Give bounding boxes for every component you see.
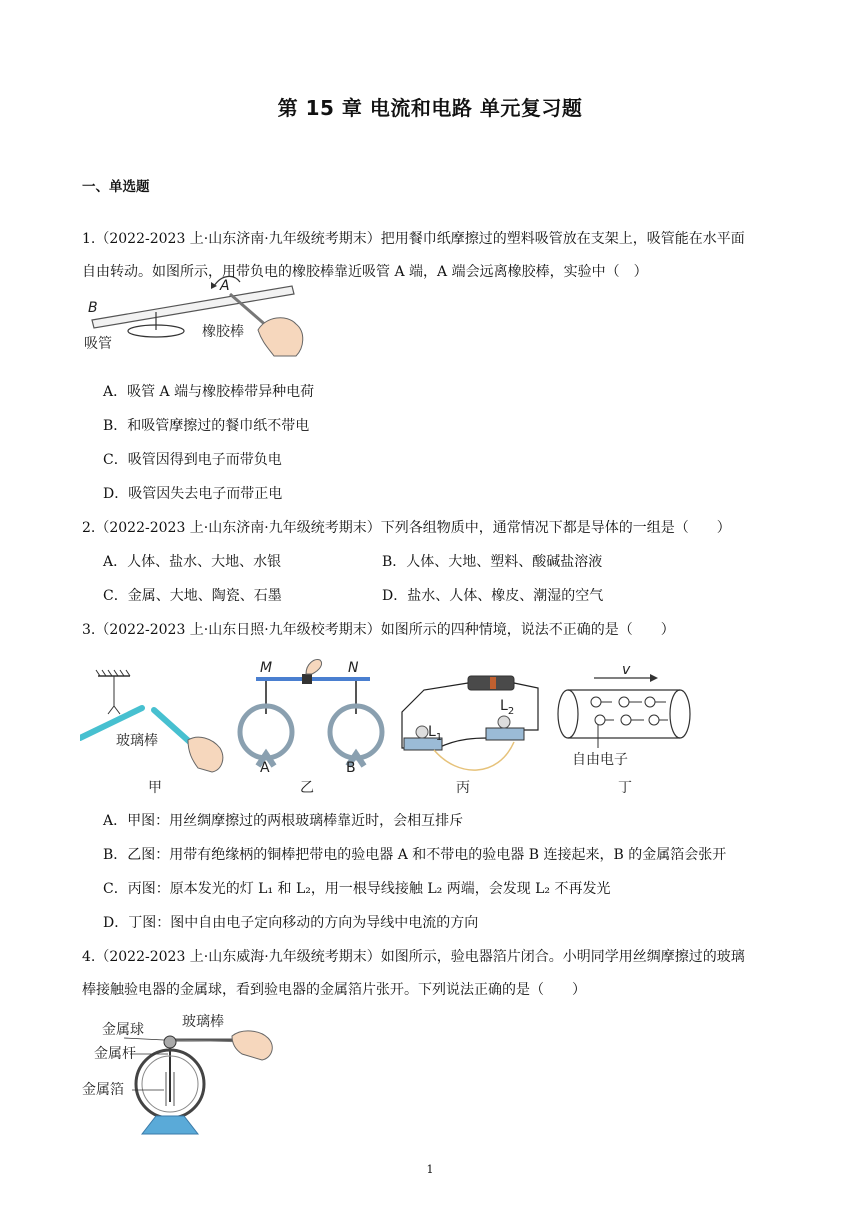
q3-label-l1: $L_1$ [428,724,443,743]
q1-label-tube: 吸管 [84,336,112,352]
page-number: 1 [426,1163,434,1176]
q3-label-v: v [622,664,631,678]
question-1-option-c: C．吸管因得到电子而带负电 [103,452,282,468]
q3-label-glass: 玻璃棒 [116,733,158,749]
question-2-option-c: C．金属、大地、陶瓷、石墨 [103,588,282,604]
q1-label-a: A [220,278,230,294]
q3-label-yi: 乙 [300,780,314,796]
question-4-line-1: 4.（2022-2023 上·山东威海·九年级统考期末）如图所示，验电器箔片闭合。小明同学用丝绸摩擦过的玻璃 [82,949,745,965]
question-1-figure [82,268,322,360]
question-3-option-a: A．甲图：用丝绸摩擦过的两根玻璃棒靠近时，会相互排斥 [103,813,464,829]
question-4-line-2: 棒接触验电器的金属球，看到验电器的金属箔片张开。下列说法正确的是（ ） [82,982,586,998]
question-3-figure-bing [398,668,548,800]
question-1-line-2: 自由转动。如图所示，用带负电的橡胶棒靠近吸管 A 端，A 端会远离橡胶棒，实验中（ ） [82,264,648,280]
question-2-option-a: A．人体、盐水、大地、水银 [103,554,282,570]
q3-label-m: M [260,660,273,676]
question-3-option-b: B．乙图：用带有绝缘柄的铜棒把带电的验电器 A 和不带电的验电器 B 连接起来，B 的金属箔会张开 [103,847,727,863]
q3-label-electron: 自由电子 [572,752,628,768]
q3-label-bing: 丙 [456,780,470,796]
q4-label-glass: 玻璃棒 [182,1014,224,1030]
q4-label-foil: 金属箔 [82,1082,124,1098]
question-2-option-d: D．盐水、人体、橡皮、潮湿的空气 [382,588,604,604]
q4-label-stem: 金属杆 [94,1046,136,1062]
question-3-option-c: C．丙图：原本发光的灯 L₁ 和 L₂，用一根导线接触 L₂ 两端，会发现 L₂ 不再发光 [103,881,611,897]
question-3-figure-jia [80,668,240,800]
q1-label-b: B [88,300,98,316]
question-3-line-1: 3.（2022-2023 上·山东日照·九年级校考期末）如图所示的四种情境，说法不正确的是（ ） [82,622,675,638]
page-title: 第 15 章 电流和电路 单元复习题 [277,96,583,120]
q3-label-a: A [260,760,270,776]
q3-label-ding: 丁 [618,780,632,796]
question-1-option-b: B．和吸管摩擦过的餐巾纸不带电 [103,418,310,434]
question-3-option-d: D．丁图：图中自由电子定向移动的方向为导线中电流的方向 [103,915,479,931]
q4-label-ball: 金属球 [102,1022,144,1038]
section-heading: 一、单选题 [82,179,150,195]
question-2-option-b: B．人体、大地、塑料、酸碱盐溶液 [382,554,603,570]
question-1-line-1: 1.（2022-2023 上·山东济南·九年级统考期末）把用餐巾纸摩擦过的塑料吸管放在支架上，吸管能在水平面 [82,231,745,247]
question-2-line-1: 2.（2022-2023 上·山东济南·九年级统考期末）下列各组物质中，通常情况下都是导体的一组是（ ） [82,520,731,536]
question-3-figure-yi [236,654,396,800]
question-1-option-a: A．吸管 A 端与橡胶棒带异种电荷 [103,384,315,400]
question-1-option-d: D．吸管因失去电子而带正电 [103,486,283,502]
question-3-figure-ding [554,664,700,800]
q1-label-rod: 橡胶棒 [202,324,244,340]
q3-label-l2: $L_2$ [500,698,515,717]
q3-label-n: N [348,660,359,676]
q3-label-b: B [346,760,356,776]
q3-label-jia: 甲 [148,780,162,796]
question-4-figure [82,1012,302,1138]
